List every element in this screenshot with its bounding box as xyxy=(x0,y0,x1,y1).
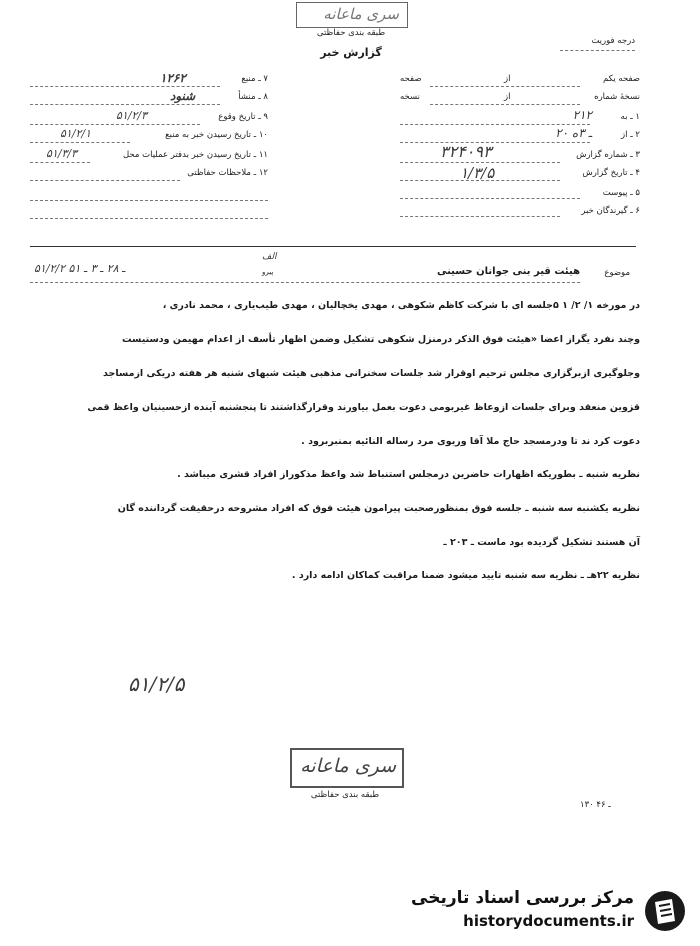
blank-line-2 xyxy=(30,218,268,219)
copy-from: از xyxy=(504,92,511,102)
field-7-line xyxy=(30,86,220,87)
field-1-value: ۲۱۲ xyxy=(572,108,592,122)
watermark-title: مرکز بررسی اسناد تاریخی xyxy=(411,888,634,908)
body-line-3: وجلوگیری ازبرگزاری مجلس ترحیم اوقرار شد جلسات سخنرانی مذهبی هیئت شبهای شنبه هر هفته دریکی ازمساجد xyxy=(103,368,640,379)
subject-side-note-2: پیرو xyxy=(262,268,274,276)
urgency-label: درجه فوریت xyxy=(591,36,635,46)
footer-stamp-label: طبقه بندی حفاظتی xyxy=(310,790,380,800)
field-9-line xyxy=(30,124,200,125)
field-3-line xyxy=(400,162,560,163)
urgency-line xyxy=(560,50,635,51)
watermark-url: historydocuments.ir xyxy=(463,912,634,930)
field-11-label: ۱۱ ـ تاریخ رسیدن خبر بدفتر عملیات محل xyxy=(122,150,268,160)
body-line-7: نظریه یکشنبه سه شنبه ـ جلسه فوق بمنظورصحبت پیرامون هیئت فوق که افراد مشروحه درحقیقت گرداننده گان xyxy=(117,503,640,514)
field-8-value: شنود xyxy=(170,89,196,103)
subject-text: هیئت قیر بنی جوانان حسینی xyxy=(436,266,580,277)
header-separator xyxy=(30,246,636,247)
classification-label: طبقه بندی حفاظتی xyxy=(316,28,386,38)
field-10-label: ۱۰ ـ تاریخ رسیدن خبر به منبع xyxy=(165,130,268,140)
watermark xyxy=(400,886,690,938)
footer-stamp xyxy=(290,748,404,788)
field-4-line xyxy=(400,180,560,181)
watermark-logo-icon xyxy=(642,888,688,934)
copy-word: نسخه xyxy=(400,92,420,102)
field-5-line xyxy=(400,198,580,199)
top-stamp-text: سری ماعانه xyxy=(323,5,399,23)
body-line-6: نظریه شنبه ـ بطوریکه اظهارات حاضرین درمجلس استنباط شد واعظ مذکوراز افراد قشری میباشد . xyxy=(177,469,640,480)
field-7-value: ۱۲۶۲ xyxy=(160,71,186,85)
field-12-label: ۱۲ ـ ملاحظات حفاظتی xyxy=(187,168,268,178)
field-1-line xyxy=(400,124,590,125)
copy-line xyxy=(430,104,580,105)
page-from: از xyxy=(504,74,511,84)
body-line-4: قزوین منعقد وبرای جلسات ازوعاظ غیربومی دعوت بعمل بیاورند وقرارگذاشتند تا پنجشنبه آینده ازحسینیان واعظ قمی xyxy=(87,402,640,413)
field-2-line xyxy=(400,142,590,143)
footer-stamp-text: سری ماعانه xyxy=(300,755,396,777)
field-6-line xyxy=(400,216,560,217)
body-line-9: نظریه ۲۲هـ ـ نظریه سه شنبه تایید میشود ضمنا مراقبت کماکان ادامه دارد . xyxy=(291,570,640,581)
field-4-label: ۴ ـ تاریخ گزارش xyxy=(582,168,640,178)
field-1-label: ۱ ـ به xyxy=(620,112,640,122)
form-code: ۱۳۰ ـ ۴۶ xyxy=(580,800,611,810)
blank-line-1 xyxy=(30,200,268,201)
field-3-value: ۳۲۴۰۹۳ xyxy=(440,142,492,161)
page-line xyxy=(430,86,580,87)
page-label: صفحه یکم xyxy=(603,74,640,84)
body-line-5: دعوت کرد ند تا ودرمسجد حاج ملا آقا وریوی مرد رساله النائیه بمنبربرود . xyxy=(301,436,640,447)
report-title: گزارش خبر xyxy=(320,46,382,59)
left-fields xyxy=(30,68,268,228)
field-2-label: ۲ ـ از xyxy=(621,130,640,140)
page-word: صفحه xyxy=(400,74,422,84)
field-6-label: ۶ ـ گیرندگان خبر xyxy=(581,206,640,216)
field-4-value: ۱/۳/۵ xyxy=(460,164,495,182)
handwritten-date: ۵۱/۲/۵ xyxy=(128,672,185,696)
field-11-line xyxy=(30,162,90,163)
body-line-1: در مورخه ۱/ ۲/ ۱ ۵جلسه ای با شرکت کاظم شکوهی ، مهدی یخچالیان ، مهدی طیب‌یاری ، محمد نادری ، xyxy=(162,300,640,311)
field-3-label: ۳ ـ شماره گزارش xyxy=(576,150,640,160)
field-8-label: ۸ ـ منشأ xyxy=(238,92,268,102)
body-line-8: آن هستند تشکیل گردیده بود ماست ـ ۲۰۳ ـ xyxy=(443,537,640,548)
field-10-line xyxy=(30,142,130,143)
right-fields xyxy=(400,68,640,228)
copy-label: نسخهٔ شماره xyxy=(594,92,640,102)
body-line-2: وچند نفرد یگراز اعضا «هیئت فوق الذکر درمنزل شکوهی تشکیل وضمن اظهار تأسف از اعدام مهیمن ودستیست xyxy=(121,334,640,345)
field-8-line xyxy=(30,104,220,105)
subject-label: موضوع xyxy=(604,268,630,278)
watermark-logo xyxy=(642,888,688,934)
field-12-line xyxy=(30,180,180,181)
field-9-value: ۵۱/۲/۳ xyxy=(116,109,148,122)
field-10-value: ۵۱/۲/۱ xyxy=(60,127,92,140)
subject-side-note: الف xyxy=(262,252,277,262)
field-9-label: ۹ ـ تاریخ وقوع xyxy=(218,112,268,122)
field-11-value: ۵۱/۳/۳ xyxy=(46,147,78,160)
subject-line xyxy=(30,282,580,283)
field-7-label: ۷ ـ منبع xyxy=(241,74,268,84)
field-2-value: ۲۰ ـ ۳ه xyxy=(555,126,592,140)
top-stamp xyxy=(296,2,408,28)
field-5-label: ۵ ـ پیوست xyxy=(602,188,640,198)
subject-handwritten-ref: ۵۱/۲/۲ ـ ۲۸ ـ ۳ ـ ۵۱ xyxy=(34,262,126,275)
